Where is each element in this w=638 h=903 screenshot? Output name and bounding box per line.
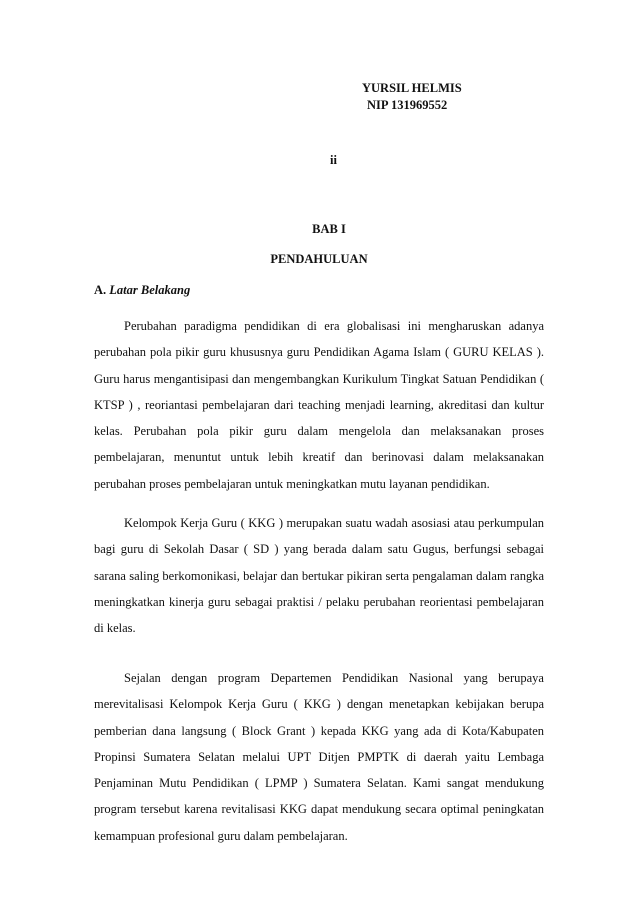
- page-number: ii: [330, 153, 337, 167]
- chapter-title: PENDAHULUAN: [270, 252, 368, 266]
- body-paragraph-3: Sejalan dengan program Departemen Pendidikan Nasional yang berupaya merevitalisasi Kelompok Kerja Guru ( KKG ) dengan menetapkan kebijakan berupa pemberian dana langsung ( Block Grant ) kepada KKG yang ada di Kota/Kabupaten Propinsi Sumatera Selatan melalui UPT Ditjen PMPTK di daerah yaitu Lembaga Penjaminan Mutu Pendidikan ( LPMP ) Sumatera Selatan. Kami sangat mendukung program tersebut karena revitalisasi KKG dapat mendukung secara optimal peningkatan kemampuan profesional guru dalam pembelajaran.: [94, 671, 544, 843]
- chapter-number: BAB I: [312, 222, 346, 236]
- body-paragraph-2: Kelompok Kerja Guru ( KKG ) merupakan suatu wadah asosiasi atau perkumpulan bagi guru di Sekolah Dasar ( SD ) yang berada dalam satu Gugus, berfungsi sebagai sarana saling berkomonikasi, belajar dan bertukar pikiran serta pengalaman dalam rangka meningkatkan kinerja guru sebagai praktisi / pelaku perubahan reorientasi pembelajaran di kelas.: [94, 516, 544, 636]
- section-label: A.: [94, 283, 107, 297]
- signature-block: [362, 80, 462, 114]
- author-nip: NIP 131969552: [367, 98, 448, 112]
- body-paragraph-1: Perubahan paradigma pendidikan di era globalisasi ini mengharuskan adanya perubahan pola pikir guru khususnya guru Pendidikan Agama Islam ( GURU KELAS ). Guru harus mengantisipasi dan mengembangkan Kurikulum Tingkat Satuan Pendidikan ( KTSP ) , reoriantasi pembelajaran dari teaching menjadi learning, akreditasi dan kultur kelas. Perubahan pola pikir guru dalam mengelola dan melaksanakan proses pembelajaran, menuntut untuk lebih kreatif dan berinovasi dalam melaksanakan perubahan proses pembelajaran untuk meningkatkan mutu layanan pendidikan.: [94, 319, 544, 491]
- section-title: Latar Belakang: [109, 283, 191, 297]
- author-name: YURSIL HELMIS: [362, 81, 462, 95]
- section-heading: [94, 283, 190, 298]
